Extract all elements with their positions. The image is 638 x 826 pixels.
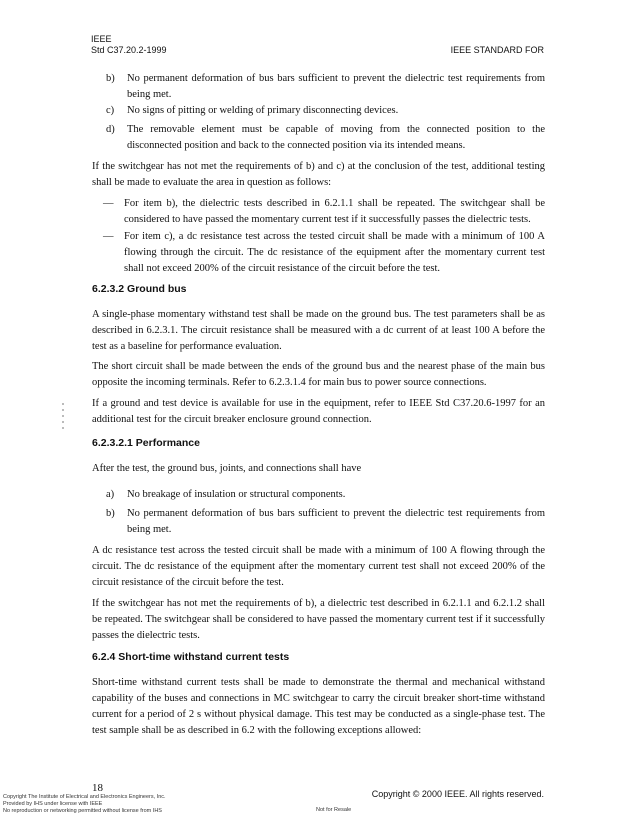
paragraph: A dc resistance test across the tested circuit shall be made with a minimum of 100 A flowing through the circuit. The dc resistance of the equipment after the momentary current test shall not exceed 200% of the circuit resistance of the circuit before the test. — [92, 545, 545, 588]
running-header-right: IEEE STANDARD FOR — [450, 45, 544, 55]
margin-marks — [62, 403, 66, 443]
list-text: No signs of pitting or welding of primary disconnecting devices. — [127, 105, 399, 116]
dash-item — [103, 196, 545, 228]
list-item — [106, 103, 545, 119]
license-line: Copyright The Institute of Electrical and Electronics Engineers, Inc. — [3, 794, 166, 800]
page-number: 18 — [92, 782, 103, 794]
paragraph: If a ground and test device is available for use in the equipment, refer to IEEE Std C37.20.6-1997 for an additional test for the circuit breaker enclosure ground connection. — [92, 398, 545, 425]
header-org: IEEE — [91, 34, 112, 44]
list-label: c) — [106, 105, 115, 116]
paragraph: After the test, the ground bus, joints, and connections shall have — [92, 463, 362, 474]
list-item — [106, 71, 545, 103]
section-heading: 6.2.4 Short-time withstand current tests — [92, 651, 290, 663]
license-line: Provided by IHS under license with IEEE — [3, 801, 103, 807]
dash-label: — — [103, 198, 114, 209]
resale-notice: Not for Resale — [316, 807, 352, 813]
license-notice — [3, 794, 166, 815]
list-item — [106, 122, 545, 154]
list-label: b) — [106, 73, 115, 84]
list-label: b) — [106, 508, 115, 519]
list-label: d) — [106, 124, 115, 135]
license-line: No reproduction or networking permitted without license from IHS — [3, 808, 162, 814]
header-std-number: Std C37.20.2-1999 — [91, 45, 167, 55]
dash-label: — — [103, 231, 114, 242]
paragraph: A single-phase momentary withstand test shall be made on the ground bus. The test parameters shall be as described in 6.2.3.1. The circuit resistance shall be measured with a dc current of at least 100 A before the test as a baseline for performance evaluation. — [92, 309, 545, 352]
paragraph: Short-time withstand current tests shall be made to demonstrate the thermal and mechanical withstand capability of the buses and connections in MC switchgear to carry the circuit breaker short-time withstand current for a period of 2 s without physical damage. This test may be conducted as a single-phase test. The test sample shall be as described in 6.2 with the following exceptions allowed: — [92, 677, 545, 736]
list-text: No permanent deformation of bus bars sufficient to prevent the dielectric test requirements from being met. — [127, 73, 545, 100]
dash-text: For item b), the dielectric tests described in 6.2.1.1 shall be repeated. The switchgear shall be considered to have passed the momentary current test if it successfully passes the dielectric tests. — [124, 198, 545, 225]
list-label: a) — [106, 489, 115, 500]
running-header-left — [91, 34, 167, 56]
paragraph: The short circuit shall be made between the ends of the ground bus and the nearest phase of the main bus opposite the incoming terminals. Refer to 6.2.3.1.4 for main bus to power source connections. — [92, 361, 545, 388]
dash-text: For item c), a dc resistance test across the tested circuit shall be made with a minimum of 100 A flowing through the circuit. The dc resistance of the equipment after the momentary current test shall not exceed 200% of the circuit resistance of the circuit before the test. — [124, 231, 545, 274]
list-text: The removable element must be capable of moving from the connected position to the disconnected position and back to the connected position via its intended means. — [127, 124, 545, 151]
paragraph: If the switchgear has not met the requirements of b), a dielectric test described in 6.2.1.1 and 6.2.1.2 shall be repeated. The switchgear shall be considered to have passed the momentary current test if it successfully passes the dielectric tests. — [92, 598, 545, 641]
list-item — [106, 487, 545, 503]
list-item — [106, 506, 545, 538]
list-text: No breakage of insulation or structural components. — [127, 489, 346, 500]
section-heading: 6.2.3.2 Ground bus — [92, 283, 187, 295]
section-heading: 6.2.3.2.1 Performance — [92, 437, 200, 449]
paragraph: If the switchgear has not met the requirements of b) and c) at the conclusion of the test, additional testing shall be made to evaluate the area in question as follows: — [92, 161, 545, 188]
copyright-notice: Copyright © 2000 IEEE. All rights reserved. — [371, 789, 544, 799]
dash-item — [103, 229, 545, 277]
list-text: No permanent deformation of bus bars sufficient to prevent the dielectric test requirements from being met. — [127, 508, 545, 535]
